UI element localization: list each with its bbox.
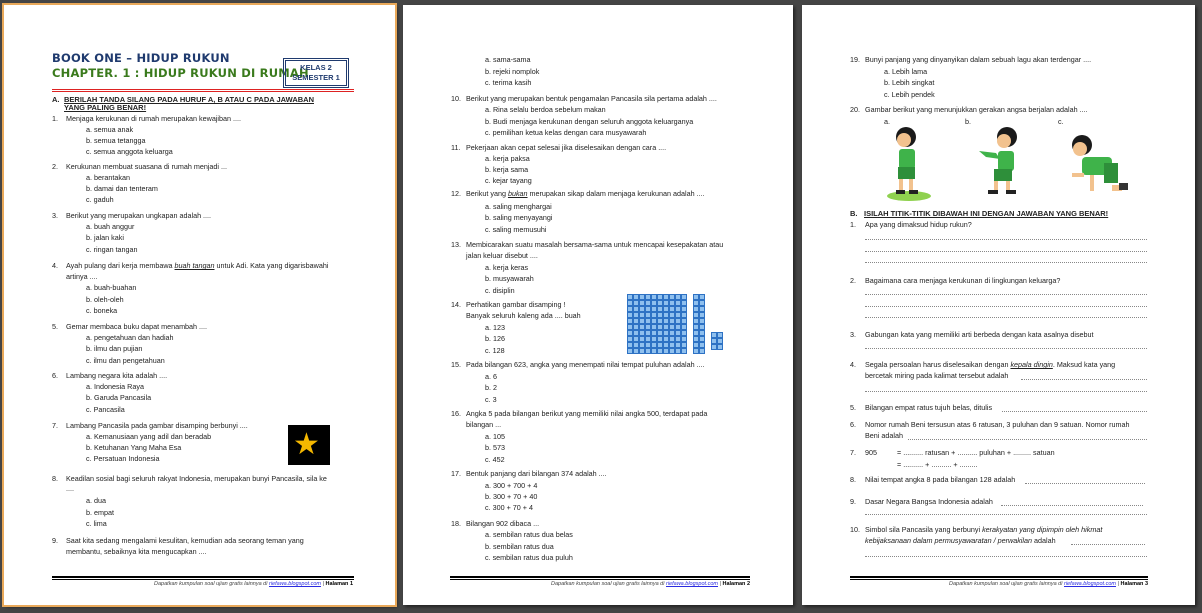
question-number: 6.: [52, 371, 58, 380]
footer-link[interactable]: riefawa.blogspot.com: [666, 581, 718, 587]
option[interactable]: a. 6: [485, 372, 497, 381]
answer-line[interactable]: [908, 439, 1147, 440]
question-text-line2: artinya ....: [66, 272, 98, 281]
option[interactable]: c. kejar tayang: [485, 176, 532, 185]
option[interactable]: c. 3: [485, 395, 497, 404]
option[interactable]: b. 573: [485, 443, 505, 452]
option[interactable]: b. Budi menjaga kerukunan dengan seluruh anggota keluarganya: [485, 117, 694, 126]
section-a-number: A.: [52, 95, 60, 104]
question-text: Bentuk panjang dari bilangan 374 adalah ....: [466, 469, 607, 478]
option[interactable]: a. sembilan ratus dua belas: [485, 530, 573, 539]
question-number: 4.: [850, 360, 856, 369]
underlined-term: bukan: [507, 189, 528, 198]
book-title: BOOK ONE – HIDUP RUKUN: [52, 51, 230, 65]
question-number: 5.: [850, 403, 856, 412]
option-c-label[interactable]: c.: [1058, 117, 1064, 126]
option[interactable]: c. saling memusuhi: [485, 225, 547, 234]
answer-line[interactable]: [1021, 379, 1147, 380]
question-number: 20.: [850, 105, 860, 114]
question-number: 4.: [52, 261, 58, 270]
option[interactable]: c. 300 + 70 + 4: [485, 503, 533, 512]
semester-label: SEMESTER 1: [292, 73, 340, 82]
page-number: Halaman 1: [325, 581, 353, 587]
option[interactable]: c. disiplin: [485, 286, 515, 295]
answer-line[interactable]: [1002, 411, 1147, 412]
question-text: Gabungan kata yang memiliki arti berbeda dengan kata asalnya disebut: [865, 330, 1094, 339]
option[interactable]: c. semua anggota keluarga: [86, 147, 173, 156]
chapter-title: CHAPTER. 1 : HIDUP RUKUN DI RUMAH: [52, 66, 309, 80]
option[interactable]: c. Lebih pendek: [884, 90, 935, 99]
answer-line[interactable]: [865, 306, 1147, 307]
option[interactable]: c. terima kasih: [485, 78, 532, 87]
child-walking-image: [884, 123, 934, 203]
question-number: 19.: [850, 55, 860, 64]
question-number: 2.: [850, 276, 856, 285]
section-a-title-line2: YANG PALING BENAR!: [64, 103, 147, 112]
question-text-line2: Banyak seluruh kaleng ada .... buah: [466, 311, 581, 320]
question-text: Angka 5 pada bilangan berikut yang memiliki nilai angka 500, terdapat pada: [466, 409, 708, 418]
cans-image: [627, 289, 727, 355]
question-text: Berikut yang bukan merupakan sikap dalam menjaga kerukunan adalah ....: [466, 189, 705, 198]
page-2[interactable]: [403, 5, 793, 605]
option[interactable]: b. damai dan tenteram: [86, 184, 158, 193]
footer: Dapatkan kumpulan soal ujian gratis lainnya di riefawa.blogspot.com | Halaman 2: [551, 581, 750, 587]
question-text: Apa yang dimaksud hidup rukun?: [865, 220, 972, 229]
question-number: 6.: [850, 420, 856, 429]
question-text: Bagaimana cara menjaga kerukunan di lingkungan keluarga?: [865, 276, 1061, 285]
class-semester-box: [283, 58, 349, 88]
question-text: Nilai tempat angka 8 pada bilangan 128 adalah: [865, 475, 1016, 484]
question-text: Bunyi panjang yang dinyanyikan dalam sebuah lagu akan terdengar ....: [865, 55, 1092, 64]
option[interactable]: c. ringan tangan: [86, 245, 138, 254]
option[interactable]: b. 2: [485, 383, 497, 392]
can-cell: [681, 348, 687, 354]
option-a-label[interactable]: a.: [884, 117, 890, 126]
option[interactable]: a. Kemanusiaan yang adil dan beradab: [86, 432, 212, 441]
star-icon: ★: [293, 428, 320, 461]
answer-line[interactable]: [865, 294, 1147, 295]
option[interactable]: c. gaduh: [86, 195, 114, 204]
question-text: Ayah pulang dari kerja membawa buah tangan untuk Adi. Kata yang digarisbawahi: [66, 261, 329, 270]
footer-link[interactable]: riefawa.blogspot.com: [1064, 581, 1116, 587]
answer-line[interactable]: [865, 391, 1147, 392]
option[interactable]: b. Garuda Pancasila: [86, 393, 152, 402]
option[interactable]: b. kerja sama: [485, 165, 529, 174]
footer-rule: [850, 579, 1148, 580]
option[interactable]: a. buah-buahan: [86, 283, 137, 292]
question-number: 8.: [52, 474, 58, 483]
answer-line[interactable]: [865, 556, 1147, 557]
option[interactable]: c. Pancasila: [86, 405, 125, 414]
option[interactable]: b. 300 + 70 + 40: [485, 492, 538, 501]
question-number: 14.: [451, 300, 461, 309]
question-number: 3.: [52, 211, 58, 220]
option[interactable]: a. 300 + 700 + 4: [485, 481, 538, 490]
question-number: 16.: [451, 409, 461, 418]
question-number: 11.: [451, 143, 461, 152]
answer-line[interactable]: [865, 262, 1147, 263]
option[interactable]: a. kerja paksa: [485, 154, 530, 163]
question-number: 5.: [52, 322, 58, 331]
option[interactable]: b. saling menyayangi: [485, 213, 553, 222]
footer-rule: [450, 576, 750, 578]
question-number: 9.: [52, 536, 58, 545]
option[interactable]: b. empat: [86, 508, 114, 517]
answer-line[interactable]: [1001, 505, 1143, 506]
child-crawling-image: [1064, 133, 1129, 203]
option[interactable]: b. oleh-oleh: [86, 295, 124, 304]
option-b-label[interactable]: b.: [965, 117, 971, 126]
footer-rule: [52, 579, 354, 580]
question-text: Berikut yang merupakan bentuk pengamalan Pancasila sila pertama adalah ....: [466, 94, 717, 103]
option[interactable]: a. kerja keras: [485, 263, 529, 272]
answer-line[interactable]: [1025, 483, 1145, 484]
section-b-title: ISILAH TITIK-TITIK DIBAWAH INI DENGAN JAWABAN YANG BENAR!: [864, 209, 1109, 218]
question-number: 18.: [451, 519, 461, 528]
underlined-term: buah tangan: [174, 261, 215, 270]
kelas-label: KELAS 2: [300, 63, 332, 72]
option[interactable]: b. Lebih singkat: [884, 78, 935, 87]
question-text: 905: [865, 448, 877, 457]
option[interactable]: c. pemilihan ketua kelas dengan cara musyawarah: [485, 128, 647, 137]
question-number: 1.: [52, 114, 58, 123]
question-text: Dasar Negara Bangsa Indonesia adalah: [865, 497, 993, 506]
question-number: 17.: [451, 469, 461, 478]
header-rule: [52, 89, 354, 90]
option[interactable]: a. Rina selalu berdoa sebelum makan: [485, 105, 606, 114]
place-value-line2[interactable]: = .......... + .......... + .........: [897, 460, 978, 469]
page-1[interactable]: [4, 5, 395, 605]
footer: Dapatkan kumpulan soal ujian gratis lainnya di riefawa.blogspot.com | Halaman 1: [154, 581, 353, 587]
option[interactable]: c. sembilan ratus dua puluh: [485, 553, 573, 562]
footer-rule: [850, 576, 1148, 578]
question-text: Kerukunan membuat suasana di rumah menjadi ...: [66, 162, 228, 171]
option[interactable]: b. musyawarah: [485, 274, 534, 283]
option[interactable]: a. Indonesia Raya: [86, 382, 144, 391]
answer-line[interactable]: [865, 239, 1147, 240]
question-number: 3.: [850, 330, 856, 339]
option[interactable]: a. 123: [485, 323, 505, 332]
option[interactable]: a. berantakan: [86, 173, 130, 182]
question-text: Nomor rumah Beni tersusun atas 6 ratusan, 3 puluhan dan 9 satuan. Nomor rumah: [865, 420, 1130, 429]
answer-line[interactable]: [865, 348, 1147, 349]
question-text: Saat kita sedang mengalami kesulitan, kemudian ada seorang teman yang: [66, 536, 304, 545]
question-text: Lambang negara kita adalah ....: [66, 371, 168, 380]
question-text-line2: bercetak miring pada kalimat tersebut adalah: [865, 371, 1009, 380]
option[interactable]: b. sembilan ratus dua: [485, 542, 554, 551]
page-number: Halaman 2: [722, 581, 750, 587]
question-text: Keadilan sosial bagi seluruh rakyat Indonesia, merupakan bunyi Pancasila, sila ke: [66, 474, 327, 483]
section-b-number: B.: [850, 209, 858, 218]
place-value-line1[interactable]: = .......... ratusan + .......... puluhan + ......... satuan: [897, 448, 1055, 457]
answer-line[interactable]: [865, 514, 1147, 515]
question-number: 1.: [850, 220, 856, 229]
question-text: Pekerjaan akan cepat selesai jika diselesaikan dengan cara ....: [466, 143, 667, 152]
question-text-line2: jalan keluar disebut ....: [466, 251, 538, 260]
question-number: 7.: [52, 421, 58, 430]
footer-rule: [52, 576, 354, 578]
question-text: Pada bilangan 623, angka yang menempati nilai tempat puluhan adalah ....: [466, 360, 705, 369]
question-number: 10.: [850, 525, 860, 534]
option[interactable]: c. 128: [485, 346, 505, 355]
question-number: 13.: [451, 240, 461, 249]
option[interactable]: a. Lebih lama: [884, 67, 928, 76]
option[interactable]: c. boneka: [86, 306, 118, 315]
option[interactable]: a. dua: [86, 496, 106, 505]
question-number: 9.: [850, 497, 856, 506]
question-text-line2: membantu, sebaiknya kita mengucapkan ....: [66, 547, 207, 556]
option[interactable]: a. sama-sama: [485, 55, 531, 64]
option[interactable]: a. pengetahuan dan hadiah: [86, 333, 174, 342]
question-number: 12.: [451, 189, 461, 198]
question-text: Segala persoalan harus diselesaikan dengan kepala dingin. Maksud kata yang: [865, 360, 1116, 369]
question-number: 7.: [850, 448, 856, 457]
option[interactable]: b. rejeki nomplok: [485, 67, 540, 76]
question-text: Perhatikan gambar disamping !: [466, 300, 566, 309]
option[interactable]: b. Ketuhanan Yang Maha Esa: [86, 443, 182, 452]
footer: Dapatkan kumpulan soal ujian gratis lainnya di riefawa.blogspot.com | Halaman 3: [949, 581, 1148, 587]
answer-line[interactable]: [1071, 544, 1145, 545]
question-text: Menjaga kerukunan di rumah merupakan kewajiban ....: [66, 114, 241, 123]
question-text: Simbol sila Pancasila yang berbunyi kerakyatan yang dipimpin oleh hikmat: [865, 525, 1103, 534]
question-text: Gemar membaca buku dapat menambah ....: [66, 322, 208, 331]
underlined-term: kepala dingin: [1010, 360, 1053, 369]
answer-line[interactable]: [865, 317, 1147, 318]
option[interactable]: c. Persatuan Indonesia: [86, 454, 160, 463]
option[interactable]: c. lima: [86, 519, 107, 528]
question-number: 10.: [451, 94, 461, 103]
answer-line[interactable]: [865, 251, 1147, 252]
pancasila-star-image: [288, 425, 330, 465]
can-cell: [699, 348, 705, 354]
question-number: 8.: [850, 475, 856, 484]
option[interactable]: b. jalan kaki: [86, 233, 124, 242]
question-text: Bilangan empat ratus tujuh belas, ditulis: [865, 403, 993, 412]
section-a-title: BERILAH TANDA SILANG PADA HURUF A, B ATAU C PADA JAWABAN: [64, 95, 314, 104]
question-text-line2: kebijaksanaan dalam permusyawaratan / perwakilan adalah: [865, 536, 1056, 545]
footer-link[interactable]: riefawa.blogspot.com: [269, 581, 321, 587]
option[interactable]: b. 126: [485, 334, 505, 343]
question-text-line2: ....: [66, 484, 74, 493]
question-text-line2: bilangan ...: [466, 420, 502, 429]
child-goose-walk-image: [974, 123, 1029, 203]
question-number: 2.: [52, 162, 58, 171]
question-text: Lambang Pancasila pada gambar disamping berbunyi ....: [66, 421, 248, 430]
option[interactable]: a. buah anggur: [86, 222, 135, 231]
option[interactable]: c. 452: [485, 455, 505, 464]
question-text: Gambar berikut yang menunjukkan gerakan angsa berjalan adalah ....: [865, 105, 1088, 114]
option[interactable]: a. 105: [485, 432, 505, 441]
option[interactable]: a. saling menghargai: [485, 202, 552, 211]
question-number: 15.: [451, 360, 461, 369]
question-text: Bilangan 902 dibaca ...: [466, 519, 540, 528]
option[interactable]: c. ilmu dan pengetahuan: [86, 356, 165, 365]
page-number: Halaman 3: [1120, 581, 1148, 587]
footer-rule: [450, 579, 750, 580]
option[interactable]: b. semua tetangga: [86, 136, 146, 145]
option[interactable]: a. semua anak: [86, 125, 134, 134]
page-3[interactable]: [802, 5, 1195, 605]
question-text-line2: Beni adalah: [865, 431, 903, 440]
question-text: Membicarakan suatu masalah bersama-sama untuk mencapai kesepakatan atau: [466, 240, 724, 249]
can-cell: [717, 344, 723, 350]
option[interactable]: b. ilmu dan pujian: [86, 344, 143, 353]
header-rule: [52, 91, 354, 92]
question-text: Berikut yang merupakan ungkapan adalah ....: [66, 211, 212, 220]
